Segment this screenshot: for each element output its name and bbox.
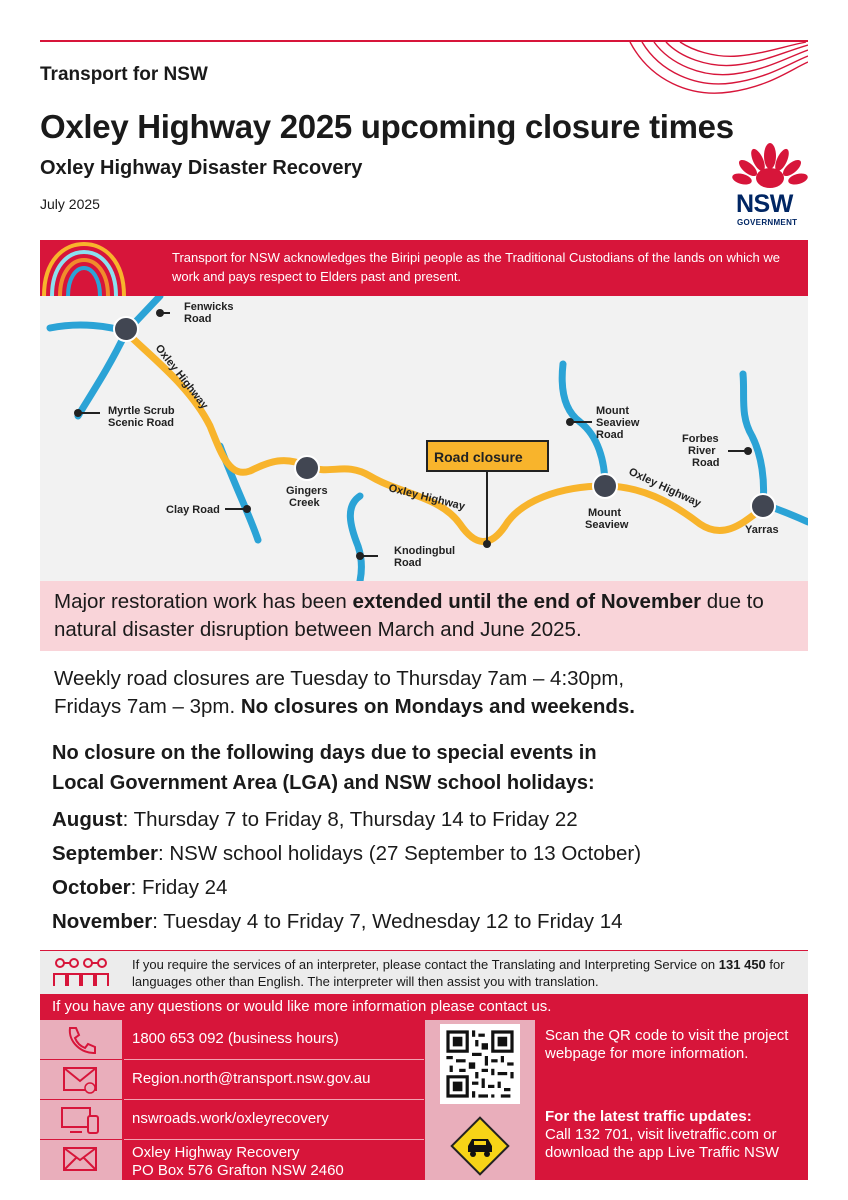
label-myrtle: Myrtle Scrub xyxy=(108,405,175,417)
waratah-icon xyxy=(730,142,810,192)
route-map-svg xyxy=(40,296,808,581)
contact-row-phone xyxy=(40,1020,425,1060)
label-forbes: River xyxy=(688,445,716,457)
phone-number[interactable]: 1800 653 092 (business hours) xyxy=(124,1020,424,1060)
town-marker xyxy=(593,474,617,498)
phone-icon xyxy=(40,1020,122,1060)
aboriginal-artwork-icon xyxy=(40,240,130,296)
qr-code-icon xyxy=(440,1024,520,1104)
publish-date: July 2025 xyxy=(40,196,100,212)
month-row-september: September: NSW school holidays (27 September to 13 October) xyxy=(52,842,642,865)
fenwicks-road-line xyxy=(50,296,160,332)
label-gingers: Gingers xyxy=(286,485,328,497)
label-forbes: Road xyxy=(692,457,720,469)
label-highway: Oxley Highway xyxy=(152,342,211,412)
logo-text: NSW xyxy=(736,190,793,218)
label-highway: Oxley Highway xyxy=(387,482,467,513)
label-knodingbul: Road xyxy=(394,557,422,569)
qr-instructions: Scan the QR code to visit the project webpage for more information. xyxy=(545,1027,789,1062)
weekly-closures xyxy=(54,665,635,721)
postal-address: Oxley Highway Recovery PO Box 576 Grafton NSW 2460 xyxy=(132,1144,344,1179)
label-mount-seaview-road: Seaview xyxy=(596,417,640,429)
contact-heading: If you have any questions or would like more information please contact us. xyxy=(40,994,808,1020)
oxley-highway-line xyxy=(126,332,763,542)
label-myrtle: Scenic Road xyxy=(108,417,175,429)
road-closure-label: Road closure xyxy=(434,449,523,465)
label-fenwicks: Road xyxy=(184,313,212,325)
notice-text: Major restoration work has been extended until the end of November due to natural disaster disruption between March and June 2025. xyxy=(54,590,764,641)
brand-name: Transport for NSW xyxy=(40,64,208,85)
interpreter-text: If you require the services of an interpreter, please contact the Translating and Interpreting Service on 131 450 for languages other than English. The interpreter will then assist you with translation. xyxy=(132,957,785,989)
no-closure-heading: No closure on the following days due to special events in Local Government Area (LGA) and NSW school holidays: xyxy=(52,742,597,794)
page-subtitle: Oxley Highway Disaster Recovery xyxy=(40,157,363,179)
month-row-october: October: Friday 24 xyxy=(52,876,228,899)
interpreter-icon xyxy=(52,956,112,990)
page-title: Oxley Highway 2025 upcoming closure times xyxy=(40,108,734,145)
traffic-car-sign-icon xyxy=(448,1114,512,1178)
email-icon xyxy=(40,1060,122,1100)
label-mount-seaview-road: Road xyxy=(596,429,624,441)
label-fenwicks: Fenwicks xyxy=(184,301,234,313)
nsw-government-logo xyxy=(730,142,810,232)
label-mount-seaview: Mount xyxy=(588,507,621,519)
myrtle-road-line xyxy=(78,332,126,416)
mail-icon xyxy=(40,1140,122,1180)
label-forbes: Forbes xyxy=(682,433,719,445)
label-mount-seaview: Seaview xyxy=(585,519,629,531)
knodingbul-road-line xyxy=(350,496,361,581)
contact-row-post xyxy=(40,1140,425,1180)
traffic-heading: For the latest traffic updates: xyxy=(545,1108,752,1125)
decorative-wave-pattern xyxy=(620,40,808,102)
forbes-river-road-line xyxy=(743,374,764,504)
contact-row-email xyxy=(40,1060,425,1100)
no-closure-dates xyxy=(52,803,641,939)
weekly-line-1: Weekly road closures are Tuesday to Thursday 7am – 4:30pm, xyxy=(54,667,625,690)
logo-subtext: GOVERNMENT xyxy=(737,218,798,227)
route-map xyxy=(40,296,808,581)
website-link[interactable]: nswroads.work/oxleyrecovery xyxy=(124,1100,424,1140)
email-address[interactable]: Region.north@transport.nsw.gov.au xyxy=(124,1060,424,1100)
extension-notice xyxy=(40,581,808,651)
town-marker xyxy=(751,494,775,518)
month-row-august: August: Thursday 7 to Friday 8, Thursday 14 to Friday 22 xyxy=(52,808,578,831)
devices-icon xyxy=(40,1100,122,1140)
town-marker xyxy=(114,317,138,341)
weekly-line-2: Fridays 7am – 3pm. No closures on Mondays and weekends. xyxy=(54,695,635,718)
acknowledgement-banner xyxy=(40,240,808,296)
label-clay: Clay Road xyxy=(166,504,220,516)
acknowledgement-text: Transport for NSW acknowledges the Biripi people as the Traditional Custodians of the lands on which we work and pays respect to Elders past and present. xyxy=(172,250,780,284)
traffic-updates xyxy=(545,1108,805,1162)
contact-row-web xyxy=(40,1100,425,1140)
contact-panel xyxy=(40,1020,808,1180)
month-row-november: November: Tuesday 4 to Friday 7, Wednesday 12 to Friday 14 xyxy=(52,910,623,933)
town-marker xyxy=(295,456,319,480)
label-knodingbul: Knodingbul xyxy=(394,545,456,557)
label-gingers: Creek xyxy=(289,497,320,509)
interpreter-info xyxy=(40,950,808,994)
label-yarras: Yarras xyxy=(745,524,779,536)
qr-code[interactable] xyxy=(440,1024,520,1104)
traffic-body: Call 132 701, visit livetraffic.com or download the app Live Traffic NSW xyxy=(545,1126,780,1161)
label-highway: Oxley Highway xyxy=(626,465,703,510)
label-mount-seaview-road: Mount xyxy=(596,405,629,417)
